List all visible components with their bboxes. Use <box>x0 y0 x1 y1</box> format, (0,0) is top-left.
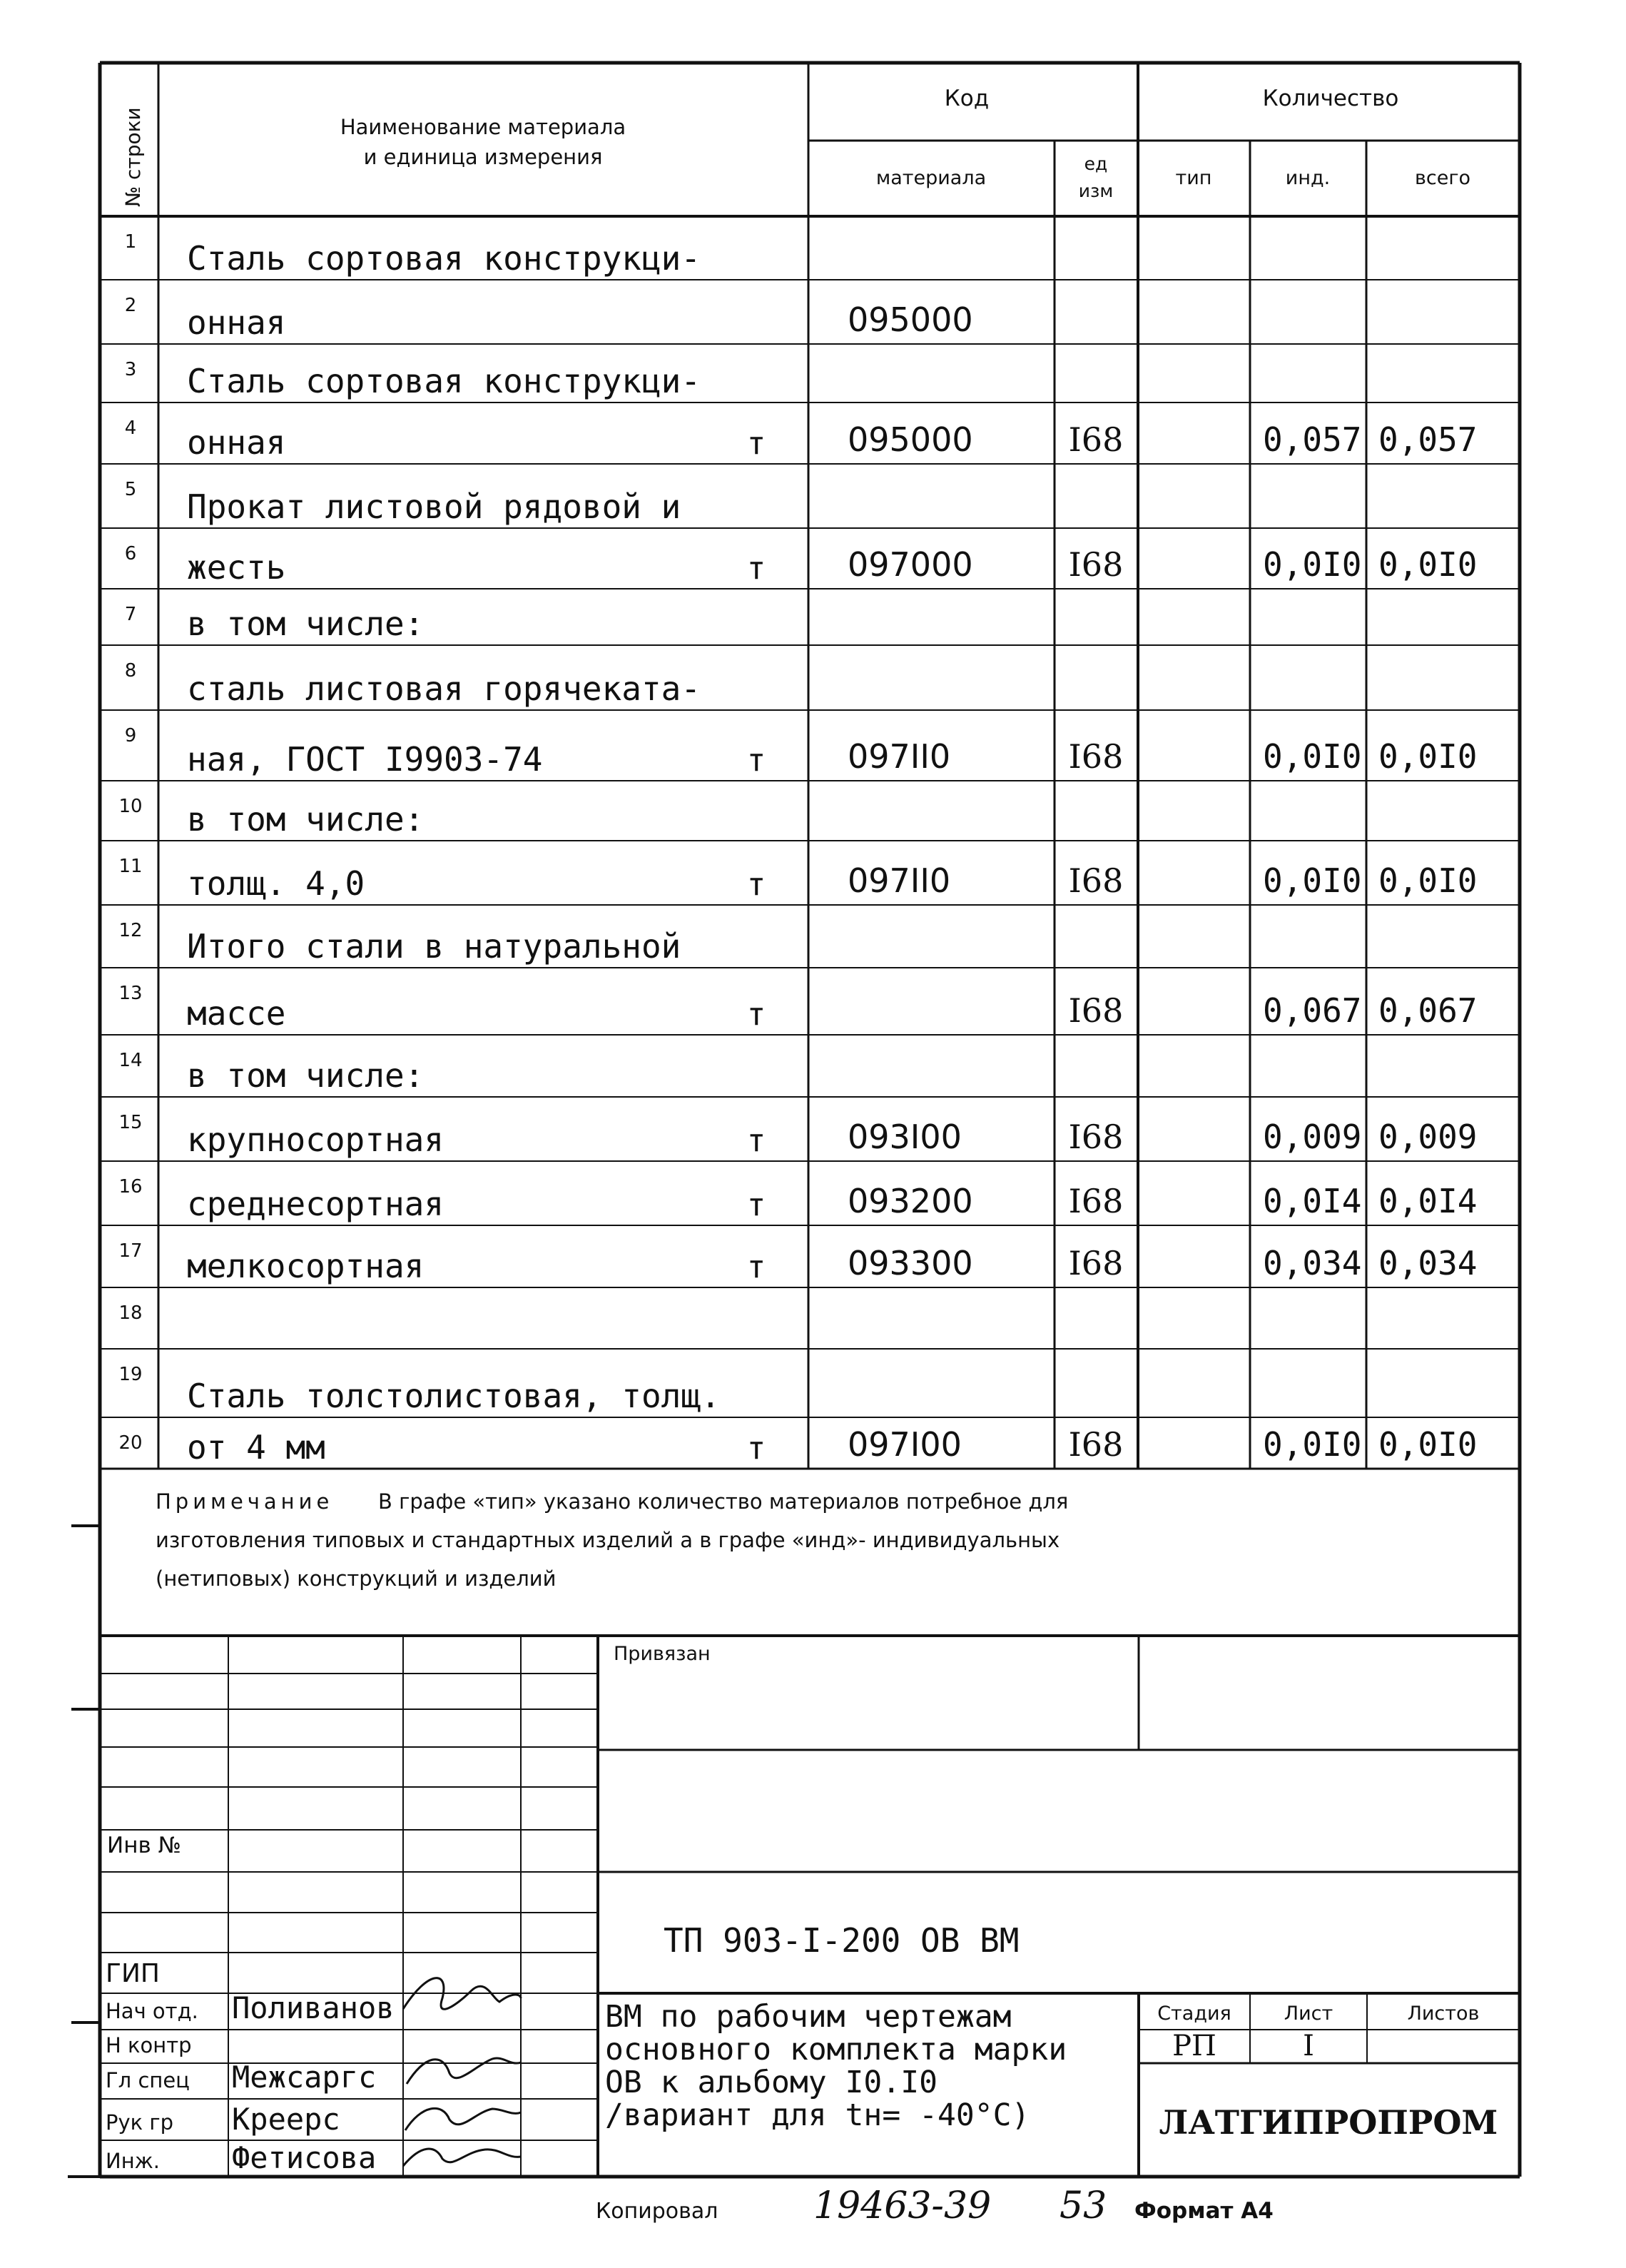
material-name: мелкосортная <box>187 1247 425 1285</box>
material-name: Прокат листовой рядовой и <box>187 487 681 526</box>
row-number: 19 <box>118 1364 143 1385</box>
unit-label: т <box>746 1123 766 1159</box>
unit-label: т <box>746 996 766 1033</box>
material-code: 095000 <box>848 420 973 459</box>
row-number: 11 <box>118 856 143 877</box>
row-number: 4 <box>124 417 137 439</box>
quantity-group-header: Количество <box>1262 86 1399 111</box>
stamp-role: Нач отд. <box>106 1999 198 2023</box>
code-group-header: Код <box>944 86 990 111</box>
row-number: 1 <box>124 231 137 253</box>
handwritten-signature <box>403 2149 521 2166</box>
sheet-description: ВМ по рабочим чертежам <box>605 1999 1012 2035</box>
individual-quantity: 0,0I4 <box>1263 1182 1362 1220</box>
sheet-number-value: I <box>1303 2030 1314 2062</box>
individual-quantity: 0,067 <box>1263 991 1362 1030</box>
note-lead: Примечание <box>156 1489 334 1514</box>
material-name: Сталь сортовая конструкци- <box>187 362 701 400</box>
stamp-role: Инж. <box>106 2149 160 2173</box>
material-name: Сталь толстолистовая, толщ. <box>187 1377 721 1415</box>
unit-code: I68 <box>1068 1182 1124 1220</box>
sheet-label: Лист <box>1284 2003 1333 2025</box>
row-number: 7 <box>124 604 137 625</box>
unit-code: I68 <box>1068 420 1124 459</box>
row-number-header: № строки <box>121 107 145 207</box>
row-number: 9 <box>124 725 137 746</box>
note-text: изготовления типовых и стандартных изделий а в графе «инд»- индивидуальных <box>156 1528 1060 1552</box>
row-number: 5 <box>124 479 137 500</box>
sheet-description: ОВ к альбому I0.I0 <box>605 2065 938 2100</box>
unit-code: I68 <box>1068 545 1124 584</box>
material-code: 095000 <box>848 300 973 339</box>
stamp-name: Поливанов <box>232 1990 395 2025</box>
type-quantity-header: тип <box>1175 167 1212 189</box>
material-code: 097I00 <box>848 1425 962 1464</box>
material-name: в том числе: <box>187 1056 425 1095</box>
unit-label: т <box>746 550 766 587</box>
unit-label: т <box>746 425 766 462</box>
stamp-role: ГИП <box>106 1959 160 1988</box>
row-number: 17 <box>118 1240 143 1262</box>
sheets-total-label: Листов <box>1407 2003 1480 2025</box>
name-column-header: Наименование материала <box>340 115 626 139</box>
unit-code-header: изм <box>1078 181 1114 201</box>
material-code: 097II0 <box>848 737 951 776</box>
row-number: 14 <box>118 1050 143 1071</box>
material-name: в том числе: <box>187 604 425 643</box>
form-text-layer <box>106 86 1498 2227</box>
row-number: 13 <box>118 983 143 1004</box>
row-number: 6 <box>124 543 137 565</box>
unit-label: т <box>746 866 766 903</box>
unit-label: т <box>746 1249 766 1285</box>
total-quantity: 0,0I0 <box>1378 545 1478 584</box>
material-code: 093300 <box>848 1244 973 1282</box>
copied-by-label: Копировал <box>596 2199 718 2224</box>
stamp-role: Рук гр <box>106 2110 174 2135</box>
material-name: толщ. 4,0 <box>187 864 365 903</box>
stamp-name: Фетисова <box>232 2140 377 2175</box>
document-code: ТП 903-I-200 ОВ ВМ <box>664 1921 1020 1960</box>
material-name: онная <box>187 423 286 462</box>
material-name: онная <box>187 303 286 342</box>
material-name: ная, ГОСТ I9903-74 <box>187 740 543 779</box>
material-name: жесть <box>187 548 286 587</box>
handwritten-page-number: 53 <box>1060 2185 1107 2227</box>
stamp-name: Межсаргс <box>232 2060 377 2095</box>
individual-quantity: 0,0I0 <box>1263 545 1362 584</box>
note-text: (нетиповых) конструкций и изделий <box>156 1566 557 1591</box>
total-quantity: 0,067 <box>1378 991 1478 1030</box>
row-number: 18 <box>118 1302 143 1324</box>
stage-label: Стадия <box>1157 2003 1231 2025</box>
material-name: Сталь сортовая конструкци- <box>187 239 701 278</box>
total-quantity: 0,0I0 <box>1378 737 1478 776</box>
handwritten-signature <box>407 2058 521 2084</box>
total-quantity: 0,0I0 <box>1378 1425 1478 1464</box>
total-quantity: 0,057 <box>1378 420 1478 459</box>
handwritten-archive-number: 19463-39 <box>813 2185 992 2227</box>
row-number: 16 <box>118 1176 143 1198</box>
unit-code: I68 <box>1068 1425 1124 1464</box>
note-text: В графе «тип» указано количество материалов потребное для <box>378 1489 1069 1514</box>
unit-code: I68 <box>1068 1244 1124 1282</box>
material-name: в том числе: <box>187 800 425 839</box>
individual-quantity: 0,0I0 <box>1263 737 1362 776</box>
row-number: 8 <box>124 660 137 682</box>
individual-quantity: 0,034 <box>1263 1244 1362 1282</box>
individual-quantity: 0,0I0 <box>1263 861 1362 900</box>
stamp-role: Н контр <box>106 2033 192 2057</box>
unit-code: I68 <box>1068 991 1124 1030</box>
stage-value: РП <box>1172 2030 1216 2062</box>
total-quantity-header: всего <box>1414 167 1471 189</box>
total-quantity: 0,0I0 <box>1378 861 1478 900</box>
unit-code-header: ед <box>1084 153 1108 174</box>
material-name: Итого стали в натуральной <box>187 927 681 966</box>
individual-quantity-header: инд. <box>1285 167 1331 189</box>
total-quantity: 0,0I4 <box>1378 1182 1478 1220</box>
row-number: 12 <box>118 920 143 941</box>
row-number: 10 <box>118 796 143 817</box>
total-quantity: 0,009 <box>1378 1118 1478 1156</box>
material-name: сталь листовая горячеката- <box>187 669 701 708</box>
organization-name: ЛАТГИПРОПРОМ <box>1159 2103 1498 2142</box>
material-name: среднесортная <box>187 1185 444 1223</box>
unit-code: I68 <box>1068 861 1124 900</box>
individual-quantity: 0,009 <box>1263 1118 1362 1156</box>
inventory-number-label: Инв № <box>107 1833 181 1858</box>
name-column-header: и единица измерения <box>363 145 603 169</box>
page-format-label: Формат А4 <box>1134 2198 1274 2224</box>
unit-label: т <box>746 742 766 779</box>
row-number: 2 <box>124 295 137 316</box>
row-number: 3 <box>124 359 137 380</box>
material-code: 093I00 <box>848 1118 962 1156</box>
unit-code: I68 <box>1068 737 1124 776</box>
handwritten-signature <box>405 2108 521 2130</box>
unit-code: I68 <box>1068 1118 1124 1156</box>
material-code: 093200 <box>848 1182 973 1220</box>
material-code: 097II0 <box>848 861 951 900</box>
material-code: 097000 <box>848 545 973 584</box>
unit-label: т <box>746 1430 766 1467</box>
row-number: 20 <box>118 1432 143 1454</box>
material-name: от 4 мм <box>187 1428 325 1467</box>
stamp-role: Гл спец <box>106 2068 190 2092</box>
material-code-header: материала <box>875 167 987 189</box>
privyazan-label: Привязан <box>614 1643 711 1665</box>
sheet-description: /вариант для tн= -40°С) <box>605 2097 1030 2133</box>
stamp-name: Креерс <box>232 2102 340 2137</box>
individual-quantity: 0,057 <box>1263 420 1362 459</box>
total-quantity: 0,034 <box>1378 1244 1478 1282</box>
material-name: массе <box>187 994 286 1033</box>
material-name: крупносортная <box>187 1120 444 1159</box>
row-number: 15 <box>118 1112 143 1133</box>
unit-label: т <box>746 1187 766 1223</box>
sheet-description: основного комплекта марки <box>605 2032 1067 2067</box>
individual-quantity: 0,0I0 <box>1263 1425 1362 1464</box>
